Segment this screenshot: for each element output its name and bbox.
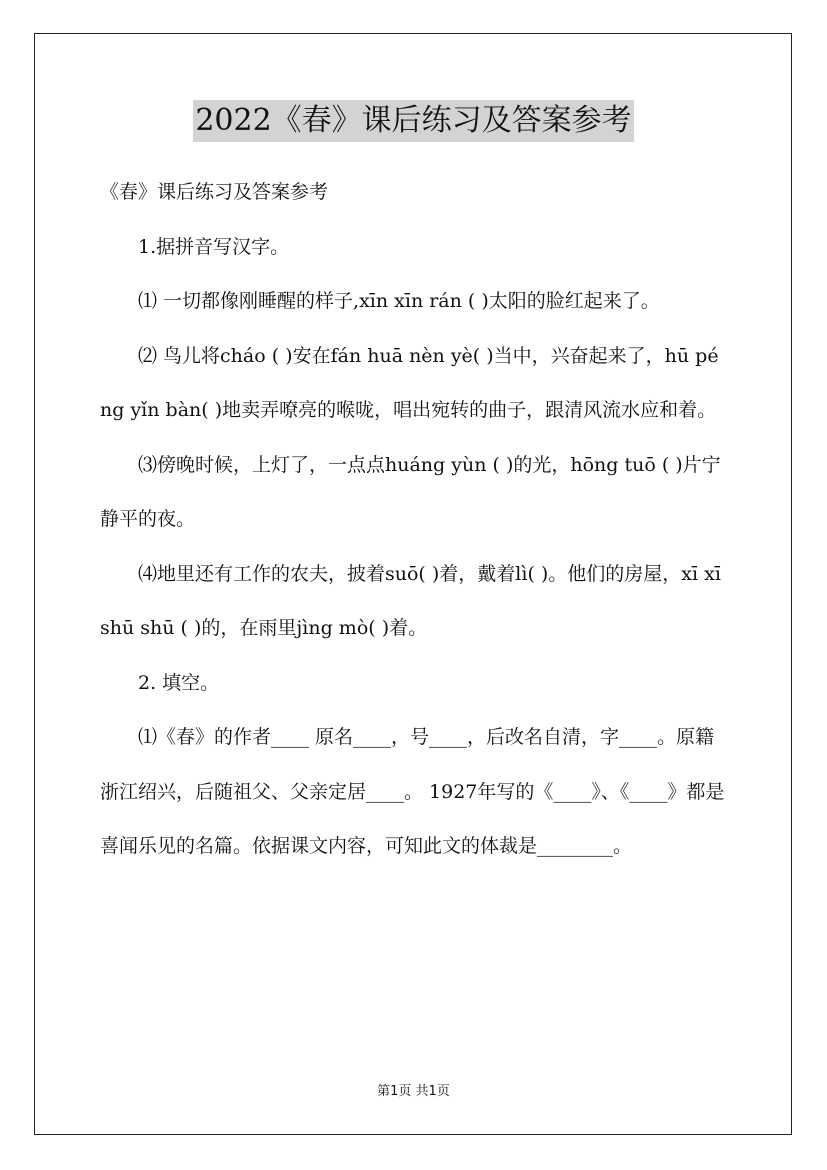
intro-line: 《春》课后练习及答案参考	[100, 181, 329, 203]
title-container	[0, 100, 827, 142]
question-1-item-4: ⑷地里还有工作的农夫，披着suō( )着，戴着lì( )。他们的房屋，xī xī shū shū ( )的，在雨里jìng mò( )着。	[100, 562, 721, 639]
question-1-heading: 1.据拼音写汉字。	[138, 235, 290, 258]
page-number: 第1页 共1页	[377, 1084, 450, 1099]
question-1-item-3: ⑶傍晚时候，上灯了，一点点huáng yùn ( )的光，hōng tuō ( )片宁静平的夜。	[100, 453, 721, 530]
question-2-heading: 2. 填空。	[138, 671, 220, 694]
question-1-item-2: ⑵ 鸟儿将cháo ( )安在fán huā nèn yè( )当中，兴奋起来了，hū péng yǐn bàn( )地卖弄嘹亮的喉咙，唱出宛转的曲子，跟清风流水应和着。	[100, 344, 719, 421]
document-title: 2022《春》课后练习及答案参考	[193, 100, 633, 142]
question-2-item-1: ⑴《春》的作者____ 原名____，号____，后改名自清，字____。原籍浙江绍兴，后随祖父、父亲定居____。 1927年写的《____》、《____》都是喜闻乐见的名篇。依据课文内容，可知此文的体裁是________。	[100, 726, 725, 857]
question-1-item-1: ⑴ 一切都像刚睡醒的样子,xīn xīn rán ( )太阳的脸红起来了。	[138, 290, 660, 312]
document-body	[100, 165, 730, 874]
